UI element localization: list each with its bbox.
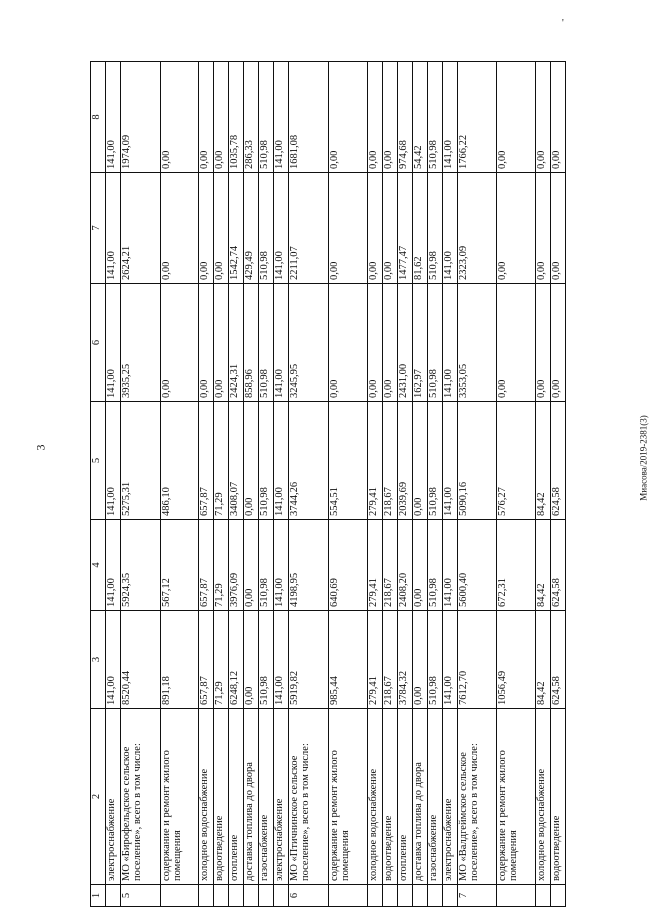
table-row: [551, 62, 566, 907]
value-cell: 2408,20: [398, 520, 413, 611]
row-number: [329, 885, 368, 907]
value-cell: 141,00: [443, 402, 458, 520]
value-cell: 0,00: [413, 402, 428, 520]
value-cell: 624,58: [551, 611, 566, 709]
value-cell: 0,00: [536, 62, 551, 173]
value-cell: 0,00: [368, 62, 383, 173]
table-row: [199, 62, 214, 907]
row-label: отопление: [229, 709, 244, 885]
value-cell: 510,98: [259, 520, 274, 611]
value-cell: 0,00: [161, 284, 199, 402]
value-cell: 1477,47: [398, 173, 413, 284]
value-cell: 510,98: [428, 520, 443, 611]
value-cell: 510,98: [259, 284, 274, 402]
value-cell: 554,51: [329, 402, 368, 520]
value-cell: 624,58: [551, 520, 566, 611]
value-cell: 0,00: [497, 173, 536, 284]
value-cell: 567,12: [161, 520, 199, 611]
value-cell: 486,10: [161, 402, 199, 520]
value-cell: 141,00: [274, 611, 289, 709]
value-cell: 141,00: [274, 520, 289, 611]
row-label: отопление: [398, 709, 413, 885]
value-cell: 3976,09: [229, 520, 244, 611]
value-cell: 2323,09: [458, 173, 497, 284]
value-cell: 0,00: [368, 173, 383, 284]
value-cell: 0,00: [244, 520, 259, 611]
value-cell: 1056,49: [497, 611, 536, 709]
value-cell: 0,00: [536, 284, 551, 402]
row-label: холодное водоснабжение: [199, 709, 214, 885]
value-cell: 1681,08: [289, 62, 329, 173]
value-cell: 141,00: [106, 173, 121, 284]
row-label: водоотведение: [214, 709, 229, 885]
value-cell: 7612,70: [458, 611, 497, 709]
row-number: [368, 885, 383, 907]
value-cell: 0,00: [383, 173, 398, 284]
value-cell: 141,00: [274, 62, 289, 173]
table-row: [121, 62, 161, 907]
value-cell: 0,00: [497, 284, 536, 402]
value-cell: 0,00: [413, 520, 428, 611]
value-cell: 141,00: [443, 520, 458, 611]
value-cell: 279,41: [368, 402, 383, 520]
value-cell: 71,29: [214, 402, 229, 520]
value-cell: 510,98: [428, 62, 443, 173]
table-row: [274, 62, 289, 907]
row-number: 5: [121, 885, 161, 907]
table-row: [289, 62, 329, 907]
value-cell: 0,00: [383, 284, 398, 402]
value-cell: 1766,22: [458, 62, 497, 173]
value-cell: 3408,07: [229, 402, 244, 520]
row-number: [229, 885, 244, 907]
row-label: доставка топлива до двора: [413, 709, 428, 885]
value-cell: 0,00: [329, 284, 368, 402]
row-label: холодное водоснабжение: [536, 709, 551, 885]
value-cell: 510,98: [259, 402, 274, 520]
column-header: 6: [91, 284, 106, 402]
column-header: 4: [91, 520, 106, 611]
row-number: [214, 885, 229, 907]
value-cell: 6248,12: [229, 611, 244, 709]
corner-mark: ': [562, 18, 564, 29]
row-number: [161, 885, 199, 907]
table-row: [428, 62, 443, 907]
table-row: [106, 62, 121, 907]
value-cell: 81,62: [413, 173, 428, 284]
row-label: газоснабжение: [259, 709, 274, 885]
value-cell: 0,00: [551, 284, 566, 402]
row-number: [551, 885, 566, 907]
value-cell: 141,00: [443, 611, 458, 709]
row-label: МО «Птичнинское сельское поселение», всего в том числе:: [289, 709, 329, 885]
table-row: [398, 62, 413, 907]
header-row: [91, 62, 106, 907]
value-cell: 0,00: [214, 62, 229, 173]
table-row: [443, 62, 458, 907]
value-cell: 3744,26: [289, 402, 329, 520]
table-row: [214, 62, 229, 907]
value-cell: 2431,00: [398, 284, 413, 402]
value-cell: 141,00: [274, 173, 289, 284]
value-cell: 5275,31: [121, 402, 161, 520]
value-cell: 510,98: [428, 611, 443, 709]
value-cell: 510,98: [259, 62, 274, 173]
table-container: [90, 62, 562, 907]
row-number: [244, 885, 259, 907]
value-cell: 141,00: [274, 284, 289, 402]
row-number: 6: [289, 885, 329, 907]
column-header: 3: [91, 611, 106, 709]
value-cell: 71,29: [214, 611, 229, 709]
value-cell: 2211,07: [289, 173, 329, 284]
column-header: 1: [91, 885, 106, 907]
value-cell: 279,41: [368, 611, 383, 709]
row-number: [259, 885, 274, 907]
value-cell: 0,00: [244, 402, 259, 520]
value-cell: 8520,44: [121, 611, 161, 709]
value-cell: 1542,74: [229, 173, 244, 284]
value-cell: 2039,69: [398, 402, 413, 520]
column-header: 2: [91, 709, 106, 885]
value-cell: 672,31: [497, 520, 536, 611]
document-code: Миасова/2019-2381(3): [638, 415, 649, 501]
value-cell: 0,00: [329, 62, 368, 173]
column-header: 5: [91, 402, 106, 520]
value-cell: 141,00: [443, 173, 458, 284]
row-number: [106, 885, 121, 907]
value-cell: 510,98: [259, 173, 274, 284]
value-cell: 510,98: [428, 402, 443, 520]
row-label: электроснабжение: [443, 709, 458, 885]
value-cell: 3784,32: [398, 611, 413, 709]
value-cell: 141,00: [443, 62, 458, 173]
table-row: [368, 62, 383, 907]
table-row: [497, 62, 536, 907]
value-cell: 84,42: [536, 402, 551, 520]
row-number: [413, 885, 428, 907]
value-cell: 1035,78: [229, 62, 244, 173]
value-cell: 71,29: [214, 520, 229, 611]
value-cell: 5924,35: [121, 520, 161, 611]
page-number: 3: [33, 444, 48, 451]
value-cell: 0,00: [497, 62, 536, 173]
value-cell: 0,00: [383, 62, 398, 173]
row-number: [443, 885, 458, 907]
value-cell: 286,33: [244, 62, 259, 173]
table-row: [413, 62, 428, 907]
value-cell: 429,49: [244, 173, 259, 284]
table-row: [536, 62, 551, 907]
value-cell: 0,00: [413, 611, 428, 709]
row-number: [199, 885, 214, 907]
value-cell: 657,87: [199, 520, 214, 611]
value-cell: 640,69: [329, 520, 368, 611]
value-cell: 0,00: [199, 284, 214, 402]
value-cell: 5600,40: [458, 520, 497, 611]
row-number: 7: [458, 885, 497, 907]
value-cell: 0,00: [161, 173, 199, 284]
value-cell: 54,42: [413, 62, 428, 173]
value-cell: 4198,95: [289, 520, 329, 611]
value-cell: 5919,82: [289, 611, 329, 709]
value-cell: 510,98: [428, 284, 443, 402]
row-label: холодное водоснабжение: [368, 709, 383, 885]
row-label: МО «Бирофельдское сельское поселение», всего в том числе:: [121, 709, 161, 885]
table-row: [244, 62, 259, 907]
row-label: водоотведение: [551, 709, 566, 885]
table-row: [259, 62, 274, 907]
value-cell: 279,41: [368, 520, 383, 611]
value-cell: 141,00: [106, 284, 121, 402]
value-cell: 3245,95: [289, 284, 329, 402]
row-number: [536, 885, 551, 907]
value-cell: 3935,25: [121, 284, 161, 402]
value-cell: 891,18: [161, 611, 199, 709]
value-cell: 84,42: [536, 611, 551, 709]
value-cell: 0,00: [551, 173, 566, 284]
row-label: содержание и ремонт жилого помещения: [497, 709, 536, 885]
value-cell: 141,00: [274, 402, 289, 520]
row-label: газоснабжение: [428, 709, 443, 885]
value-cell: 0,00: [214, 284, 229, 402]
tariff-table: [90, 61, 566, 907]
table-row: [458, 62, 497, 907]
value-cell: 218,67: [383, 402, 398, 520]
value-cell: 141,00: [106, 611, 121, 709]
row-label: МО «Валдгеймское сельское поселение», всего в том числе:: [458, 709, 497, 885]
value-cell: 624,58: [551, 402, 566, 520]
value-cell: 2624,21: [121, 173, 161, 284]
row-label: доставка топлива до двора: [244, 709, 259, 885]
value-cell: 657,87: [199, 611, 214, 709]
table-row: [329, 62, 368, 907]
table-row: [383, 62, 398, 907]
value-cell: 858,96: [244, 284, 259, 402]
value-cell: 0,00: [199, 62, 214, 173]
value-cell: 0,00: [244, 611, 259, 709]
value-cell: 162,97: [413, 284, 428, 402]
value-cell: 84,42: [536, 520, 551, 611]
table-row: [229, 62, 244, 907]
column-header: 8: [91, 62, 106, 173]
table-row: [161, 62, 199, 907]
value-cell: 0,00: [536, 173, 551, 284]
value-cell: 141,00: [106, 402, 121, 520]
value-cell: 141,00: [106, 62, 121, 173]
value-cell: 974,68: [398, 62, 413, 173]
value-cell: 0,00: [199, 173, 214, 284]
value-cell: 5090,16: [458, 402, 497, 520]
value-cell: 510,98: [428, 173, 443, 284]
value-cell: 3353,05: [458, 284, 497, 402]
row-number: [428, 885, 443, 907]
row-number: [383, 885, 398, 907]
value-cell: 657,87: [199, 402, 214, 520]
row-number: [497, 885, 536, 907]
row-label: содержание и ремонт жилого помещения: [161, 709, 199, 885]
row-number: [398, 885, 413, 907]
value-cell: 1974,09: [121, 62, 161, 173]
value-cell: 0,00: [368, 284, 383, 402]
value-cell: 0,00: [329, 173, 368, 284]
value-cell: 218,67: [383, 611, 398, 709]
value-cell: 510,98: [259, 611, 274, 709]
row-label: электроснабжение: [274, 709, 289, 885]
value-cell: 985,44: [329, 611, 368, 709]
value-cell: 576,27: [497, 402, 536, 520]
row-label: водоотведение: [383, 709, 398, 885]
value-cell: 0,00: [161, 62, 199, 173]
value-cell: 141,00: [106, 520, 121, 611]
column-header: 7: [91, 173, 106, 284]
row-number: [274, 885, 289, 907]
value-cell: 2424,31: [229, 284, 244, 402]
value-cell: 141,00: [443, 284, 458, 402]
row-label: содержание и ремонт жилого помещения: [329, 709, 368, 885]
row-label: электроснабжение: [106, 709, 121, 885]
value-cell: 218,67: [383, 520, 398, 611]
value-cell: 0,00: [551, 62, 566, 173]
value-cell: 0,00: [214, 173, 229, 284]
